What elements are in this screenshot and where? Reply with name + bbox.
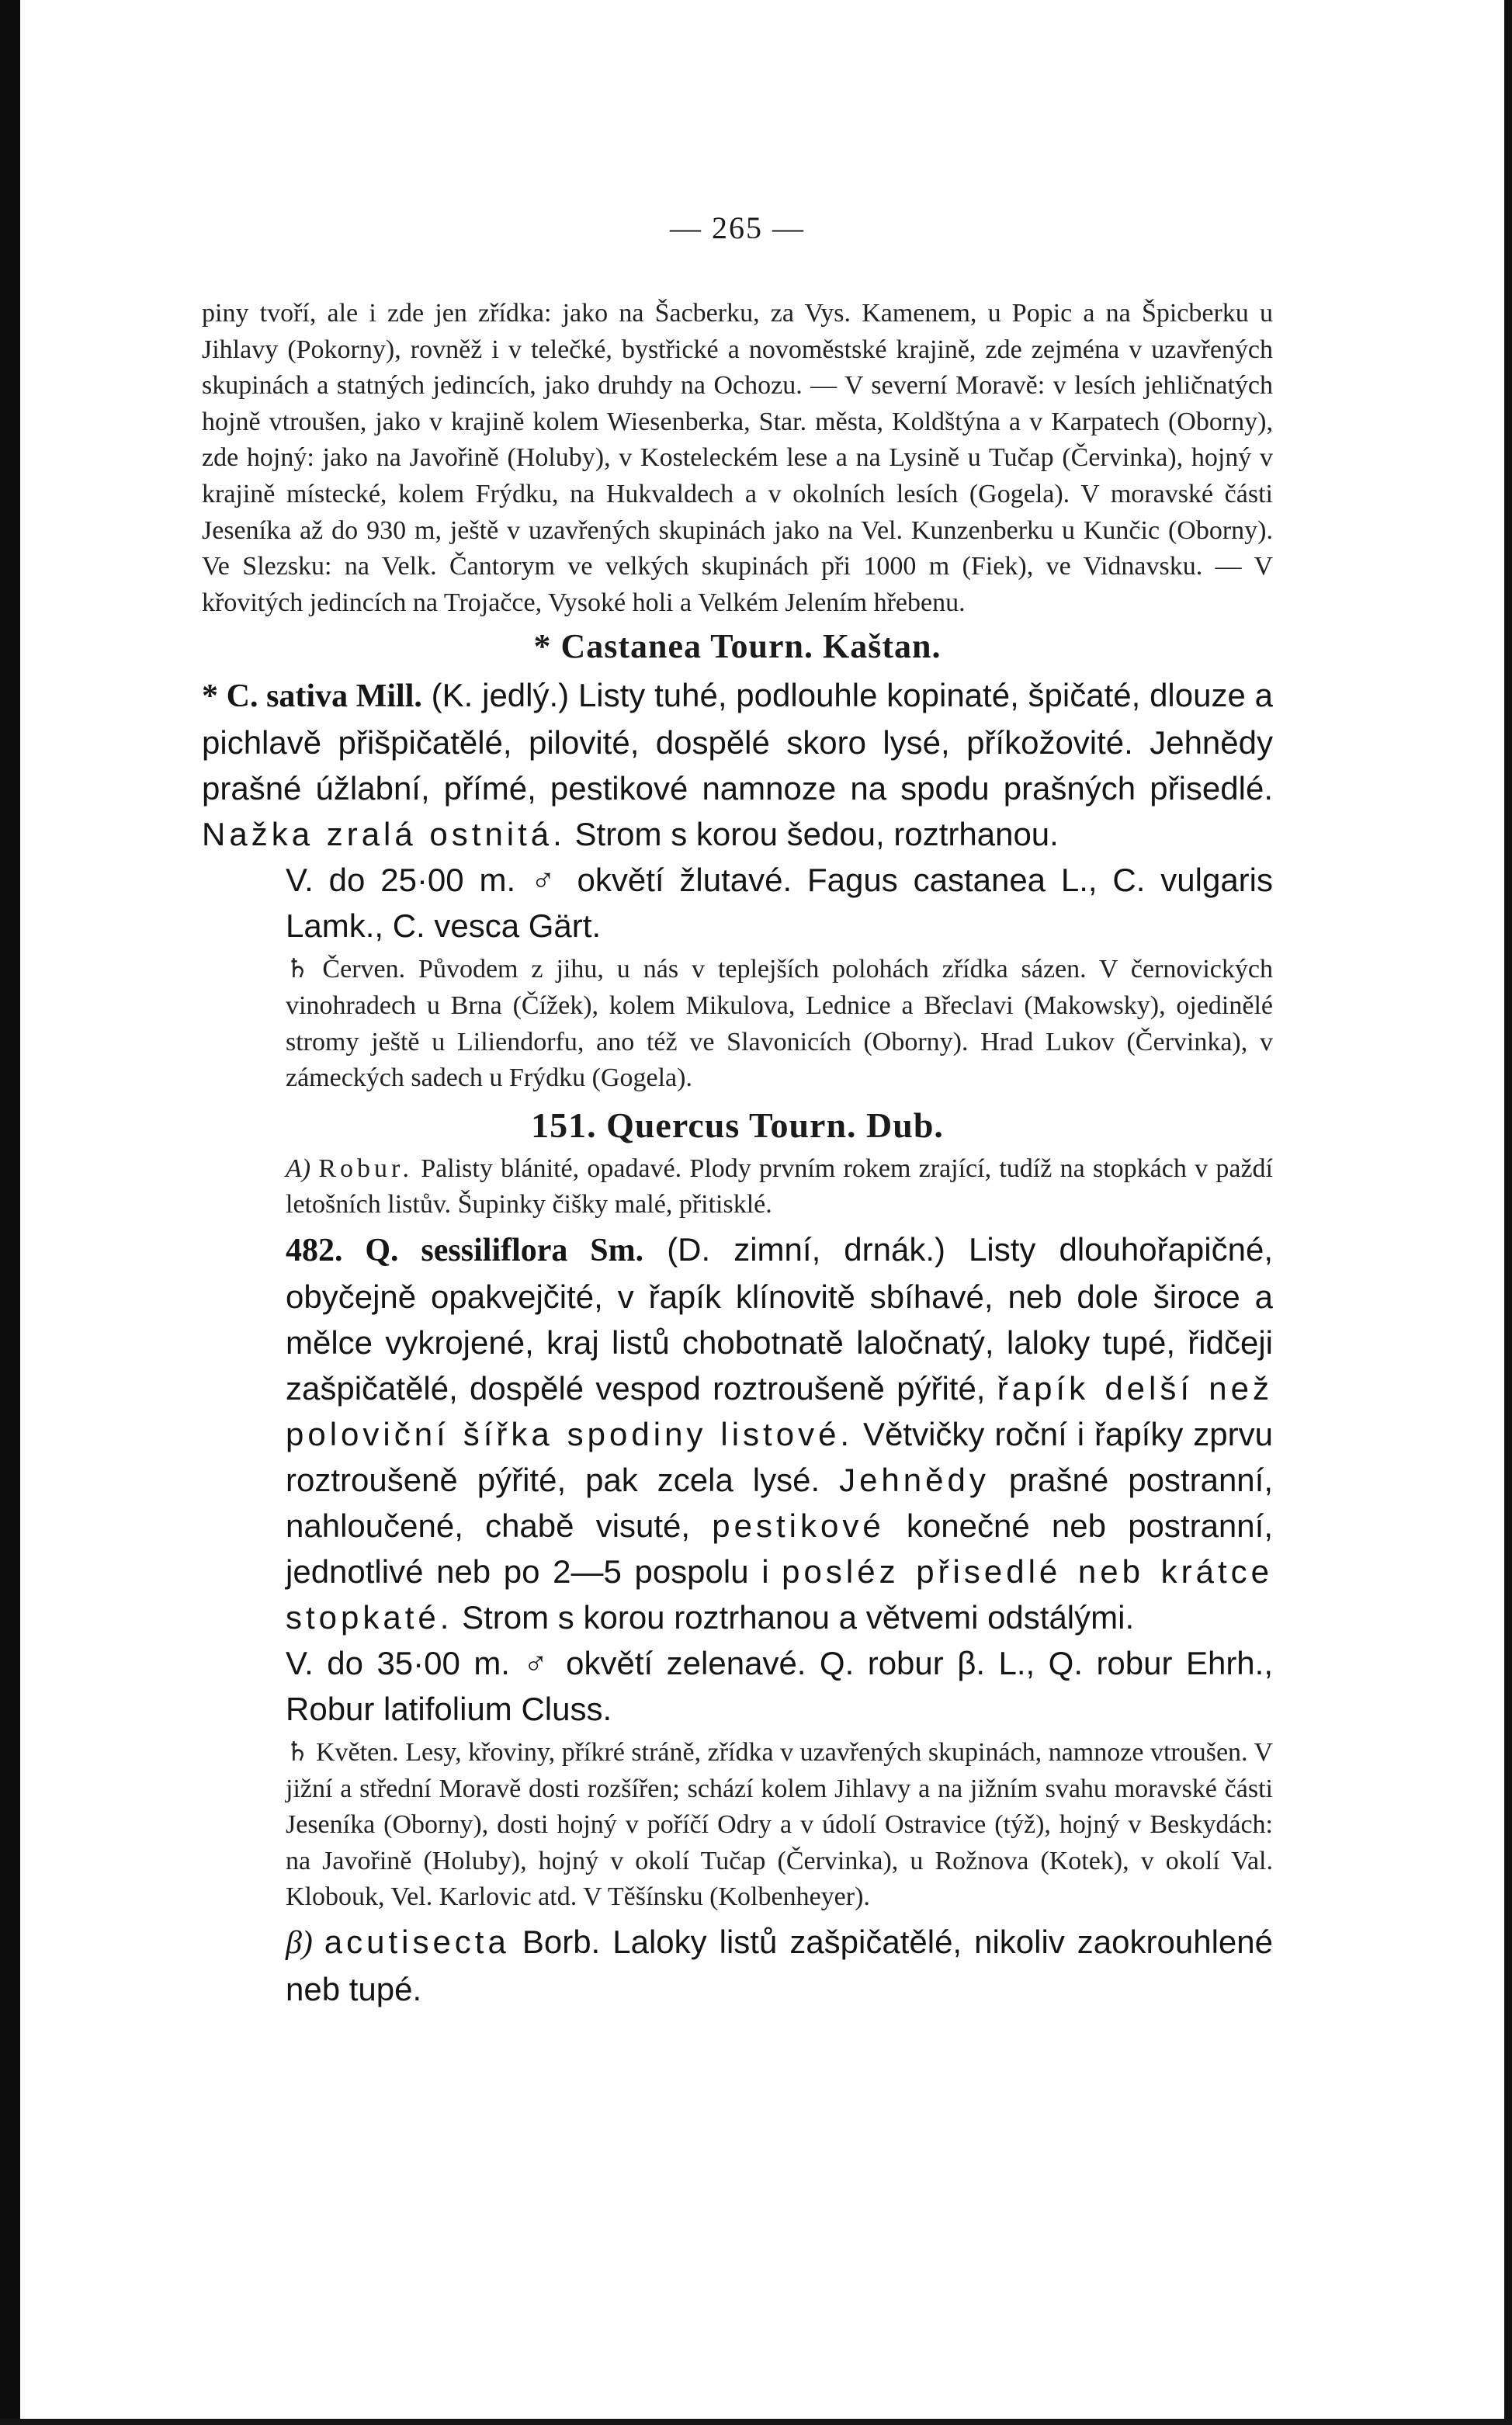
species-description: (K. jedlý.) Listy tuhé, podlouhle kopinaté, špičaté, dlouze a pichlavě přišpičatělé, pilovité, dospělé skoro lysé, příkožovité. Jehnědy prašné úžlabní, přímé, pestikové namnoze na spodu prašných přisedlé. bbox=[202, 677, 1273, 807]
scan-border-bottom bbox=[0, 2419, 1512, 2425]
species-description: Větvičky roční i řapíky zprvu roztroušeně pýřité, pak zcela lysé. bbox=[286, 1415, 1273, 1498]
flower-line: V. do 25·00 m. ♂ okvětí žlutavé. Fagus castanea L., C. vulgaris Lamk., C. vesca Gärt. bbox=[286, 862, 1273, 945]
flower-line: V. do 35·00 m. ♂ okvětí zelenavé. Q. robur β. L., Q. robur Ehrh., Robur latifolium Cluss. bbox=[286, 1644, 1273, 1727]
species-name: 482. Q. sessiliflora Sm. bbox=[286, 1232, 644, 1268]
emphasis-text: Nažka zralá ostnitá. bbox=[202, 816, 566, 853]
variety-name: acutisecta bbox=[324, 1923, 510, 1960]
species-name: * C. sativa Mill. bbox=[202, 678, 422, 715]
species-description: prašné postranní, nahloučené, chabě visuté, bbox=[286, 1461, 1273, 1544]
scan-border-left bbox=[0, 0, 20, 2425]
scan-border-right bbox=[1504, 0, 1512, 2425]
emphasis-text: pestikové bbox=[712, 1507, 885, 1544]
species-castanea-sativa bbox=[202, 672, 1273, 857]
section-name: Robur. bbox=[318, 1154, 413, 1183]
genus-heading-quercus: 151. Quercus Tourn. Dub. bbox=[531, 1105, 944, 1145]
emphasis-text: Jehnědy bbox=[839, 1461, 990, 1498]
species-description: (D. zimní, drnák.) Listy dlouhořapičné, obyčejně opakvejčité, v řapík klínovitě sbíhavé, neb dole široce a mělce vykrojené, kraj listů chobotnatě laločnatý, laloky tupé, řidčeji zašpičatělé, dospělé vespod roztroušeně pýřité, bbox=[286, 1230, 1273, 1407]
section-description: Palisty blánité, opadavé. Plody prvním rokem zrající, tudíž na stopkách v paždí letošních listův. Šupinky čišky malé, přitisklé. bbox=[286, 1154, 1273, 1219]
species-description-end: Strom s korou roztrhanou a větvemi odstálými. bbox=[453, 1598, 1135, 1636]
section-label: A) bbox=[286, 1154, 319, 1183]
distribution-paragraph: ♄ Květen. Lesy, křoviny, příkré stráně, zřídka v uzavřených skupinách, namnoze vtroušen. V jižní a střední Moravě dosti rozšířen; schází kolem Jihlavy a na jižním svahu moravské části Jeseníka (Oborny), dosti hojný v poříčí Odry a v údolí Ostravice (týž), hojný v Beskydách: na Javořině (Holuby), hojný v okolí Tučap (Červinka), u Rožnova (Kotek), v okolí Val. Klobouk, Vel. Karlovic atd. V Těšínsku (Kolbenheyer). bbox=[286, 1737, 1273, 1912]
page-number: — 265 — bbox=[670, 210, 805, 245]
species-description: konečné neb postranní, jednotlivé neb po 2—5 pospolu i bbox=[286, 1507, 1273, 1590]
section-robur bbox=[202, 1151, 1273, 1223]
species-description-end: Strom s korou šedou, roztrhanou. bbox=[565, 816, 1059, 853]
distribution-paragraph: ♄ Červen. Původem z jihu, u nás v teplejších polohách zřídka sázen. V černovických vinohradech u Brna (Čížek), kolem Mikulova, Lednice a Břeclavi (Makowsky), ojedinělé stromy ještě u Liliendorfu, ano též ve Slavonicích (Oborny). Hrad Lukov (Červinka), v zámeckých sadech u Frýdku (Gogela). bbox=[286, 955, 1273, 1093]
variety-acutisecta bbox=[202, 1919, 1273, 2012]
emphasis-text: posléz přisedlé neb krátce stopkaté. bbox=[286, 1552, 1273, 1636]
variety-label: β) bbox=[286, 1924, 324, 1961]
book-page bbox=[202, 210, 1273, 2012]
emphasis-text: řapík delší než poloviční šířka spodiny listové. bbox=[286, 1369, 1274, 1452]
genus-heading-castanea: * Castanea Tourn. Kaštan. bbox=[533, 627, 942, 666]
variety-description: Borb. Laloky listů zašpičatělé, nikoliv zaokrouhlené neb tupé. bbox=[286, 1923, 1273, 2007]
species-quercus-sessiliflora bbox=[202, 1226, 1273, 1640]
intro-paragraph: piny tvoří, ale i zde jen zřídka: jako na Šacberku, za Vys. Kamenem, u Popic a na Špicberku u Jihlavy (Pokorny), rovněž i v telečké, bystřické a novoměstské krajině, zde zejména v uzavřených skupinách a statných jedincích, jako druhdy na Ochozu. — V severní Moravě: v lesích jehličnatých hojně vtroušen, jako v krajině kolem Wiesenberka, Star. města, Koldštýna a v Karpatech (Oborny), zde hojný: jako na Javořině (Holuby), v Kosteleckém lese a na Lysině u Tučap (Červinka), hojný v krajině místecké, kolem Frýdku, na Hukvaldech a v okolních lesích (Gogela). V moravské části Jeseníka až do 930 m, ještě v uzavřených skupinách jako na Vel. Kunzenberku u Kunčic (Oborny). Ve Slezsku: na Velk. Čantorym ve velkých skupinách při 1000 m (Fiek), ve Vidnavsku. — V křovitých jedincích na Trojačce, Vysoké holi a Velkém Jelením hřebenu. bbox=[202, 299, 1273, 617]
